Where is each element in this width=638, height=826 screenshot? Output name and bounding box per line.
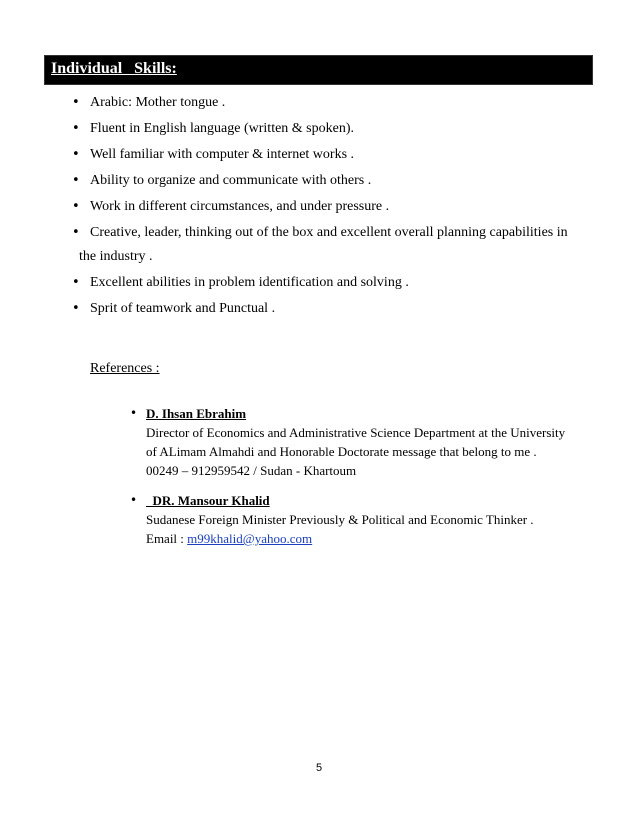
bullet-icon: • xyxy=(72,121,80,136)
bullet-icon: • xyxy=(72,95,80,110)
section-header xyxy=(44,55,593,85)
reference-email-line xyxy=(146,529,312,548)
reference-line: Director of Economics and Administrative Science Department at the University xyxy=(146,425,566,440)
email-link[interactable]: m99khalid@yahoo.com xyxy=(187,531,313,546)
bullet-icon: • xyxy=(72,301,80,316)
reference-name: DR. Mansour Khalid xyxy=(146,493,270,508)
references-title: References : xyxy=(90,361,160,376)
email-label: Email : xyxy=(146,531,188,546)
reference-line: of ALimam Almahdi and Honorable Doctorate message that belong to me . xyxy=(146,444,537,459)
reference-name: D. Ihsan Ebrahim xyxy=(146,406,247,421)
section-title: Individual Skills: xyxy=(51,60,177,77)
bullet-icon: • xyxy=(72,275,80,290)
bullet-icon: • xyxy=(72,199,80,214)
bullet-icon: • xyxy=(130,406,138,420)
document-page: Individual Skills: • Arabic: Mother tongue . • Fluent in English language (written & spoken). • Well familiar with computer & internet works . • Ability to organize and communicate with others . • Work in different circumstances, and under pressure . • Creative, leader, thinking out of the box and excellent overall planning capabilities in the industry . • Excellent abilities in problem identification and solving . • Sprit of teamwork and Punctual . References : • D. Ihsan Ebrahim Director of Economics and Administrative Science Department at the University of ALimam Almahdi and Honorable Doctorate message that belong to me . 00249 – 912959542 / Sudan - Khartoum • DR. Mansour Khalid Sudanese Foreign Minister Previously & Political and Economic Thinker . Email : m99khalid@yahoo.com 5 xyxy=(0,0,638,826)
reference-line: 00249 – 912959542 / Sudan - Khartoum xyxy=(146,463,357,478)
bullet-icon: • xyxy=(72,173,80,188)
bullet-icon: • xyxy=(130,493,138,507)
page-number: 5 xyxy=(315,762,323,774)
bullet-icon: • xyxy=(72,147,80,162)
bullet-icon: • xyxy=(72,225,80,240)
list-item-continuation: the industry . xyxy=(79,249,153,264)
reference-line: Sudanese Foreign Minister Previously & Political and Economic Thinker . xyxy=(146,512,534,527)
